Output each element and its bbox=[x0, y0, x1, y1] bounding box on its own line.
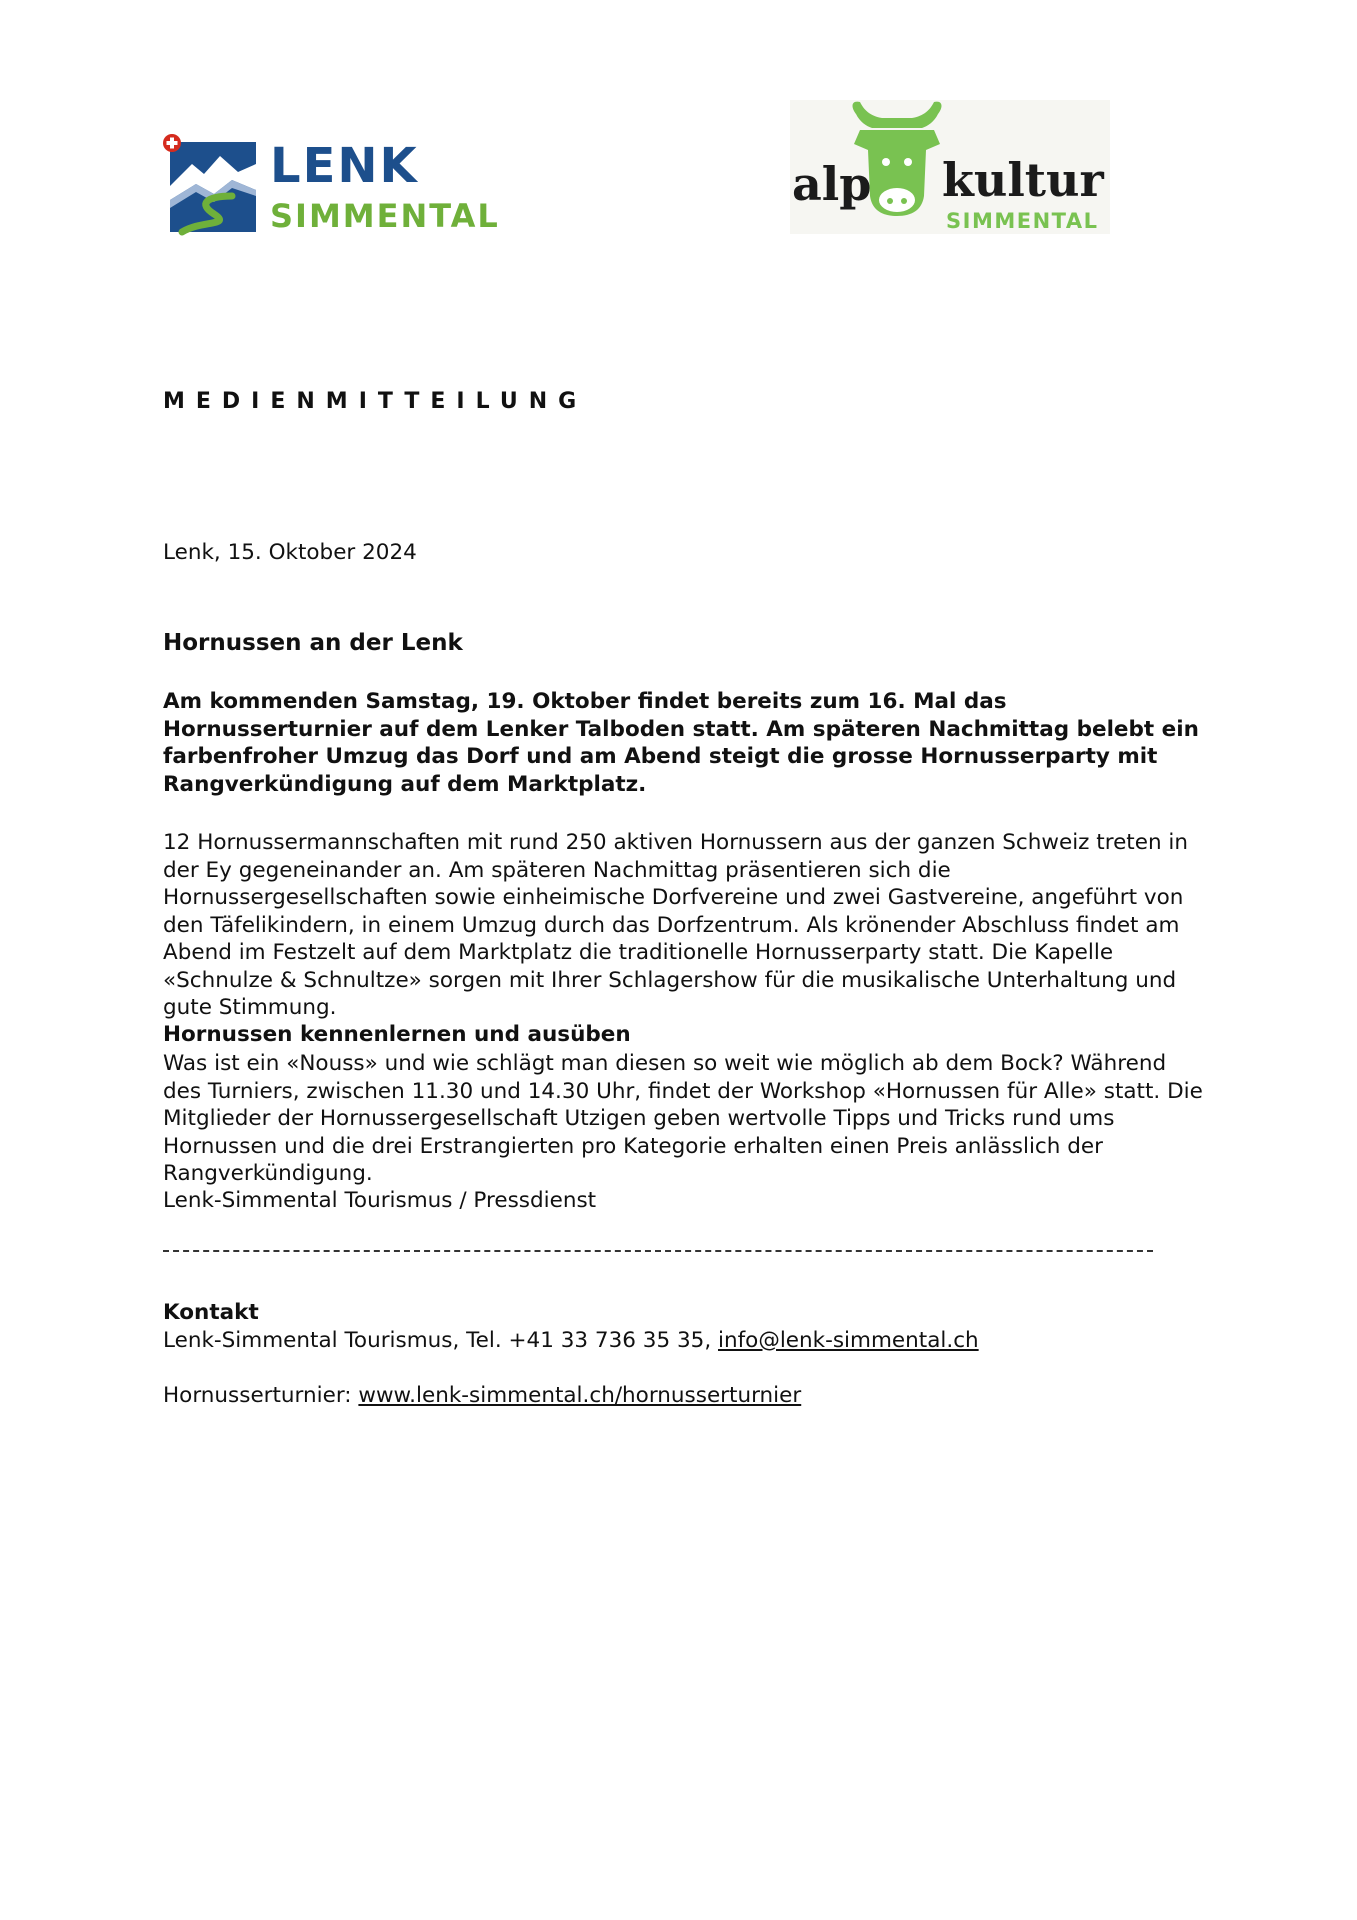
alpkultur-logo-graphic bbox=[790, 100, 1110, 238]
event-link-line bbox=[163, 1383, 801, 1408]
logo-lenk-word: LENK bbox=[270, 138, 419, 194]
alpkultur-simmental-logo bbox=[790, 100, 1110, 238]
press-release-title: Hornussen an der Lenk bbox=[163, 630, 463, 656]
logo-alp-simmental-word: SIMMENTAL bbox=[946, 209, 1099, 233]
logo-simmental-word: SIMMENTAL bbox=[270, 197, 500, 235]
section-subheading: Hornussen kennenlernen und ausüben bbox=[163, 1022, 631, 1047]
logo-alp-word: alp bbox=[792, 157, 872, 211]
dateline: Lenk, 15. Oktober 2024 bbox=[163, 540, 417, 565]
contact-heading: Kontakt bbox=[163, 1300, 259, 1325]
lenk-simmental-logo-graphic bbox=[162, 134, 522, 238]
contact-line bbox=[163, 1328, 979, 1353]
document-kicker: MEDIENMITTEILUNG bbox=[163, 389, 588, 414]
logo-kultur-word: kultur bbox=[942, 153, 1104, 207]
contact-phone-text: Lenk-Simmental Tourismus, Tel. +41 33 736 35 35, bbox=[163, 1328, 718, 1353]
event-link-label: Hornusserturnier: bbox=[163, 1383, 359, 1408]
signature-line: Lenk-Simmental Tourismus / Pressdienst bbox=[163, 1188, 597, 1213]
event-url-link[interactable]: www.lenk-simmental.ch/hornusserturnier bbox=[358, 1383, 802, 1408]
dashed-divider bbox=[163, 1250, 1153, 1252]
body-paragraph-2: Was ist ein «Nouss» und wie schlägt man diesen so weit wie möglich ab dem Bock? Während des Turniers, zwischen 11.30 und 14.30 Uhr, findet der Workshop «Hornussen für Alle» statt. Die Mitglieder der Hornussergesellschaft Utzigen geben wertvolle Tipps und Tricks rund ums Hornussen und die drei Erstrangierten pro Kategorie erhalten einen Preis anlässlich der Rangverkündigung. bbox=[163, 1051, 1203, 1186]
lead-paragraph: Am kommenden Samstag, 19. Oktober findet bereits zum 16. Mal das Hornusserturnier auf dem Lenker Talboden statt. Am späteren Nachmittag belebt ein farbenfroher Umzug das Dorf und am Abend steigt die grosse Hornusserparty mit Rangverkündigung auf dem Marktplatz. bbox=[163, 689, 1199, 797]
body-paragraph-1: 12 Hornussermannschaften mit rund 250 aktiven Hornussern aus der ganzen Schweiz treten in der Ey gegeneinander an. Am späteren Nachmittag präsentieren sich die Hornussergesellschaften sowie einheimische Dorfvereine und zwei Gastvereine, angeführt von den Täfelikindern, in einem Umzug durch das Dorfzentrum. Als krönender Abschluss findet am Abend im Festzelt auf dem Marktplatz die traditionelle Hornusserparty statt. Die Kapelle «Schnulze & Schnultze» sorgen mit Ihrer Schlagershow für die musikalische Unterhaltung und gute Stimmung. bbox=[163, 830, 1189, 1020]
contact-email-link[interactable]: info@lenk-simmental.ch bbox=[718, 1328, 979, 1353]
lenk-simmental-logo bbox=[162, 134, 522, 238]
